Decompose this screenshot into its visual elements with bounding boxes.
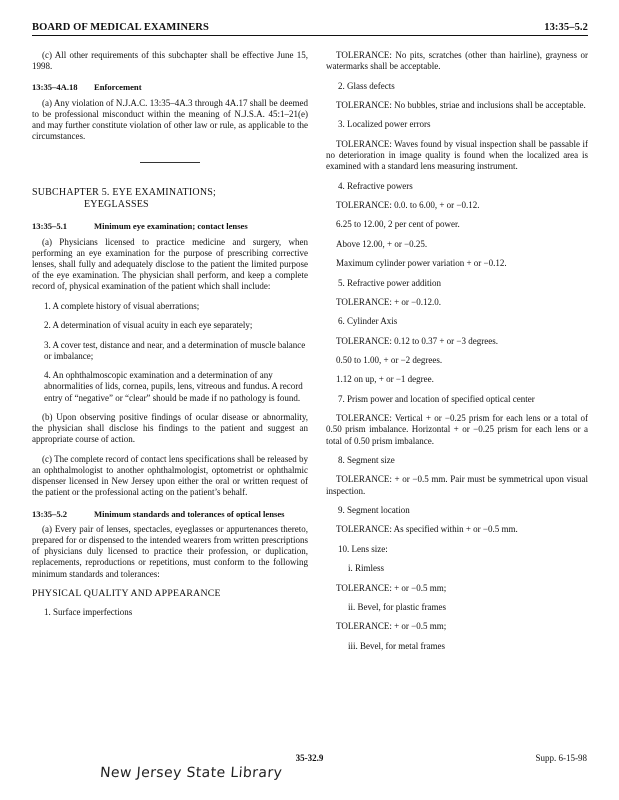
header-title: BOARD OF MEDICAL EXAMINERS	[32, 22, 209, 33]
tolerance-text: Maximum cylinder power variation + or −0.12.	[336, 258, 507, 269]
tolerance-text: 6.25 to 12.00, 2 per cent of power.	[336, 219, 460, 230]
list-subitem: i. Rimless	[348, 563, 385, 574]
list-item: 4. An ophthalmoscopic examination and a determination of any abnormalities of lids, cornea, pupils, lens, vitreous and fundus. A record entry of “negative” or “clear” should be made if no pathology is found.	[44, 370, 303, 403]
section-5-1-paragraph-c: (c) The complete record of contact lens specifications shall be released by an ophthalmologist to another ophthalmologist, optometrist or ophthalmic dispenser licensed in New Jersey upon either the oral or written request of the patient or the professional acting on the patient’s behalf.	[32, 453, 308, 498]
right-column	[326, 50, 588, 660]
list-subitem: ii. Bevel, for plastic frames	[348, 601, 446, 612]
list-item: 7. Prism power and location of specified optical center	[338, 393, 535, 404]
tolerance-text: 1.12 on up, + or −1 degree.	[336, 374, 434, 385]
subchapter-line-2: EYEGLASSES	[84, 199, 149, 211]
list-item: 9. Segment location	[338, 505, 410, 516]
subchapter-line-1: SUBCHAPTER 5. EYE EXAMINATIONS;	[32, 187, 216, 199]
list-item: 1. A complete history of visual aberrations;	[44, 300, 200, 311]
tolerance-text: 0.50 to 1.00, + or −2 degrees.	[336, 355, 443, 366]
section-heading-enforcement	[32, 82, 308, 93]
header-section-number: 13:35–5.2	[544, 22, 588, 33]
section-heading-5-1	[32, 221, 308, 232]
section-number: 13:35–5.2	[32, 508, 68, 519]
tolerance-text: Above 12.00, + or −0.25.	[336, 238, 428, 249]
running-header	[32, 22, 588, 36]
tolerance-text: TOLERANCE: + or −0.5 mm;	[336, 621, 447, 632]
list-item: 2. A determination of visual acuity in each eye separately;	[44, 320, 253, 331]
section-5-1-paragraph-b: (b) Upon observing positive findings of ocular disease or abnormality, the physician shall disclose his findings to the patient and suggest an appropriate course of action.	[32, 412, 308, 445]
list-item: 4. Refractive powers	[338, 180, 413, 191]
list-item: 6. Cylinder Axis	[338, 316, 398, 327]
section-title: Enforcement	[94, 82, 142, 93]
section-number: 13:35–5.1	[32, 221, 68, 232]
section-title: Minimum standards and tolerances of optical lenses	[94, 508, 285, 519]
list-item: 2. Glass defects	[338, 80, 395, 91]
section-5-1-paragraph-a: (a) Physicians licensed to practice medicine and surgery, when performing an eye examination for the purpose of prescribing corrective lenses, shall fully and adequately disclose to the patient the limited purpose of the eye examination. The physician shall perform, and keep a complete record of, physical examination of the patient which shall include:	[32, 236, 308, 292]
section-title: Minimum eye examination; contact lenses	[94, 221, 248, 232]
list-item: 3. Localized power errors	[338, 119, 431, 130]
physical-quality-heading: PHYSICAL QUALITY AND APPEARANCE	[32, 588, 221, 600]
tolerance-text: TOLERANCE: Waves found by visual inspection shall be passable if no deterioration in image quality is found when the localized area is examined with a standard lens measuring instrument.	[326, 138, 588, 172]
enforcement-paragraph-a: (a) Any violation of N.J.A.C. 13:35–4A.3 through 4A.17 shall be deemed to be professional misconduct within the meaning of N.J.S.A. 45:1–21(e) and may further constitute violation of other law or rule, as applicable to the circumstances.	[32, 97, 308, 142]
tolerance-text: TOLERANCE: 0.0. to 6.00, + or −0.12.	[336, 199, 480, 210]
list-subitem: iii. Bevel, for metal frames	[348, 640, 445, 651]
section-5-2-paragraph-a: (a) Every pair of lenses, spectacles, eyeglasses or appurtenances thereto, prepared for or dispensed to the intended wearers from written prescriptions of physicians duly licensed to practice their profession, or duplication, replacements, reproductions or repetitions, must conform to the following minimum standards and tolerances:	[32, 523, 308, 579]
section-heading-5-2	[32, 509, 308, 520]
tolerance-text: TOLERANCE: As specified within + or −0.5 mm.	[336, 524, 518, 535]
library-stamp: New Jersey State Library	[99, 765, 283, 781]
section-number: 13:35–4A.18	[32, 82, 78, 93]
tolerance-text: TOLERANCE: No bubbles, striae and inclusions shall be acceptable.	[336, 99, 586, 110]
tolerance-text: TOLERANCE: + or −0.12.0.	[336, 296, 441, 307]
list-item: 1. Surface imperfections	[44, 607, 133, 618]
list-item: 5. Refractive power addition	[338, 277, 441, 288]
subchapter-heading	[32, 187, 308, 211]
tolerance-text: TOLERANCE: No pits, scratches (other than hairline), grayness or watermarks shall be acceptable.	[326, 50, 588, 72]
page-number: 35-32.9	[295, 753, 324, 763]
section-divider	[140, 162, 200, 163]
tolerance-text: TOLERANCE: + or −0.5 mm;	[336, 582, 447, 593]
tolerance-text: TOLERANCE: Vertical + or −0.25 prism for each lens or a total of 0.50 prism imbalance. Horizontal + or −0.25 prism for each lens or a total of 0.50 prism imbalance.	[326, 413, 588, 446]
tolerance-text: TOLERANCE: 0.12 to 0.37 + or −3 degrees.	[336, 335, 498, 346]
left-column	[32, 50, 308, 627]
paragraph-c: (c) All other requirements of this subchapter shall be effective June 15, 1998.	[32, 50, 308, 72]
supplement-date: Supp. 6-15-98	[535, 753, 587, 763]
list-item: 3. A cover test, distance and near, and a determination of muscle balance or imbalance;	[44, 339, 306, 361]
list-item: 10. Lens size:	[338, 543, 388, 554]
tolerance-text: TOLERANCE: + or −0.5 mm. Pair must be symmetrical upon visual inspection.	[326, 474, 588, 496]
list-item: 8. Segment size	[338, 455, 395, 466]
